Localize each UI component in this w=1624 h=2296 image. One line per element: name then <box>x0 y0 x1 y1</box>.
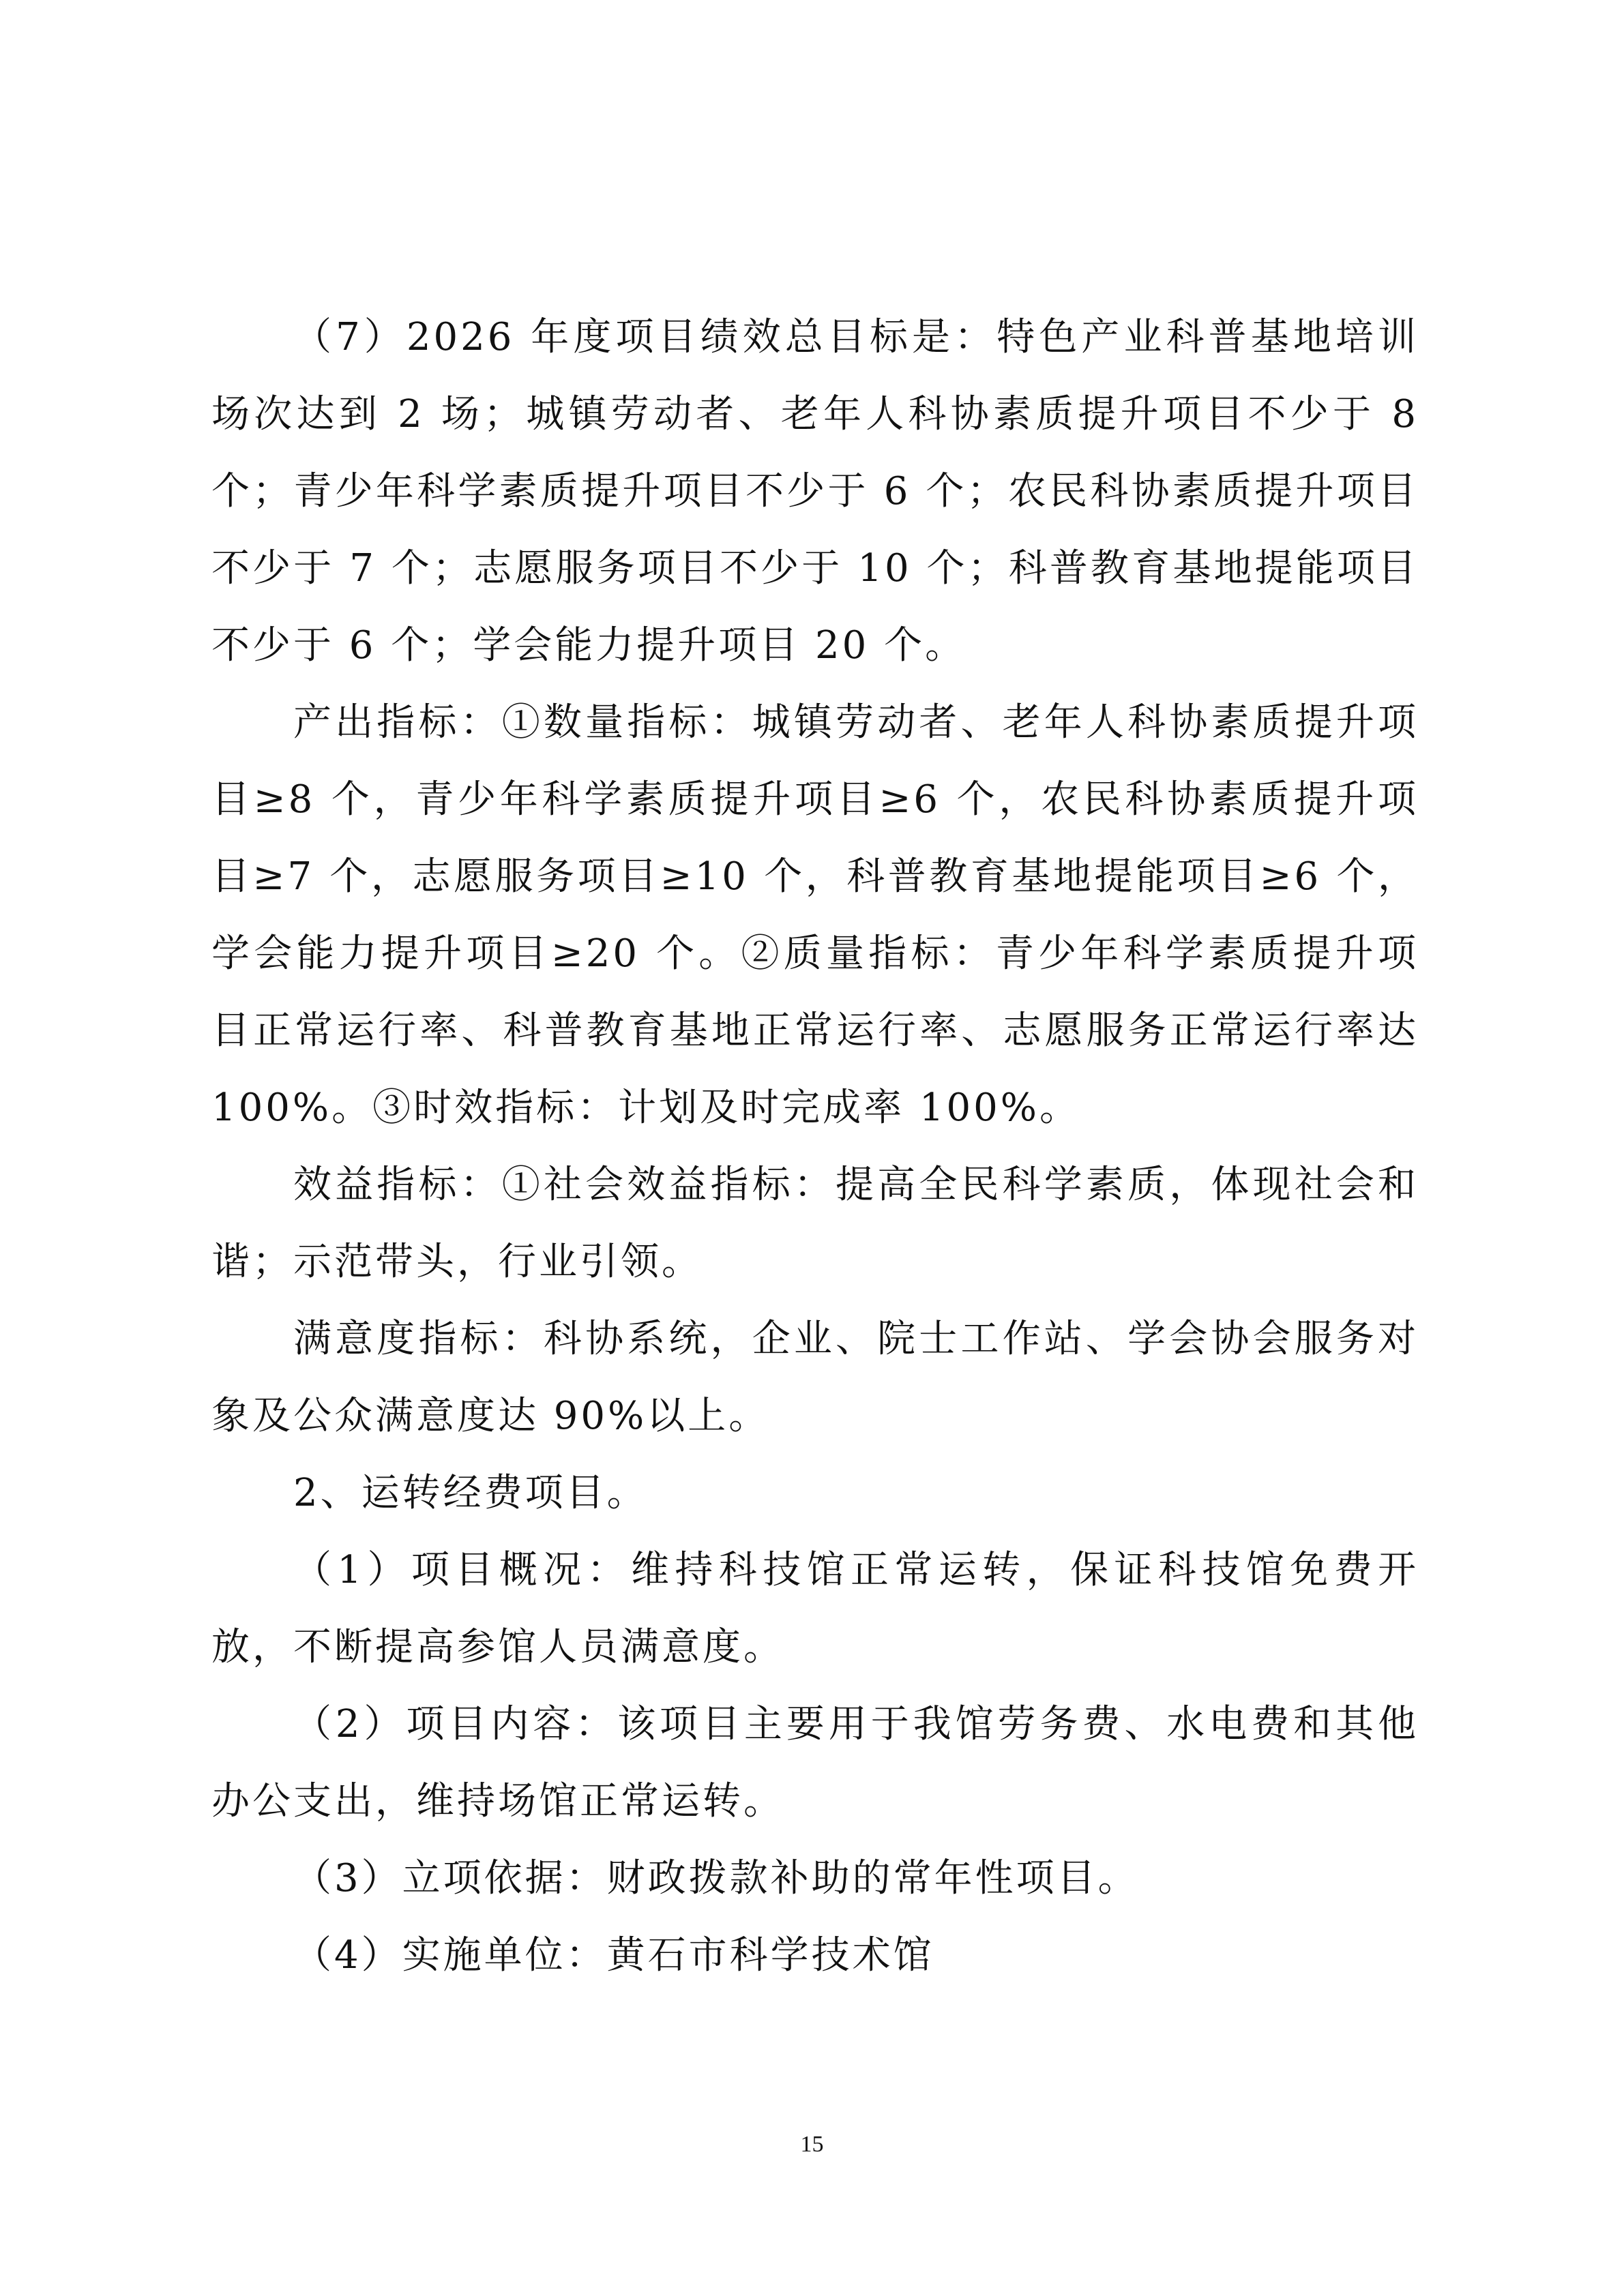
paragraph-performance-goal: （7）2026 年度项目绩效总目标是：特色产业科普基地培训场次达到 2 场；城镇劳动者、老年人科协素质提升项目不少于 8 个；青少年科学素质提升项目不少于 6 个；农民科协素质提升项目不少于 7 个；志愿服务项目不少于 10 个；科普教育基地提能项目不少于 6 个；学会能力提升项目 20 个。 <box>211 315 1419 668</box>
paragraph-implementing-unit: （4）实施单位：黄石市科学技术馆 <box>293 1933 934 1978</box>
paragraph-project-basis: （3）立项依据：财政拨款补助的常年性项目。 <box>293 1856 1139 1900</box>
paragraph-benefit-indicators: 效益指标：①社会效益指标：提高全民科学素质，体现社会和谐；示范带头，行业引领。 <box>211 1163 1419 1284</box>
section-heading-operating-funds: 2、运转经费项目。 <box>293 1471 648 1515</box>
paragraph-project-overview: （1）项目概况：维持科技馆正常运转，保证科技馆免费开放，不断提高参馆人员满意度。 <box>211 1548 1419 1669</box>
paragraph-satisfaction-indicators: 满意度指标：科协系统，企业、院士工作站、学会协会服务对象及公众满意度达 90%以上。 <box>211 1317 1419 1438</box>
paragraph-output-indicators: 产出指标：①数量指标：城镇劳动者、老年人科协素质提升项目≥8 个，青少年科学素质提升项目≥6 个，农民科协素质提升项目≥7 个，志愿服务项目≥10 个，科普教育基地提能项目≥6 个，学会能力提升项目≥20 个。②质量指标：青少年科学素质提升项目正常运行率、科普教育基地正常运行率、志愿服务正常运行率达 100%。③时效指标：计划及时完成率 100%。 <box>211 700 1419 1130</box>
document-body <box>211 299 1419 1994</box>
paragraph-project-content: （2）项目内容：该项目主要用于我馆劳务费、水电费和其他办公支出，维持场馆正常运转。 <box>211 1702 1419 1823</box>
page-number: 15 <box>800 2132 824 2157</box>
